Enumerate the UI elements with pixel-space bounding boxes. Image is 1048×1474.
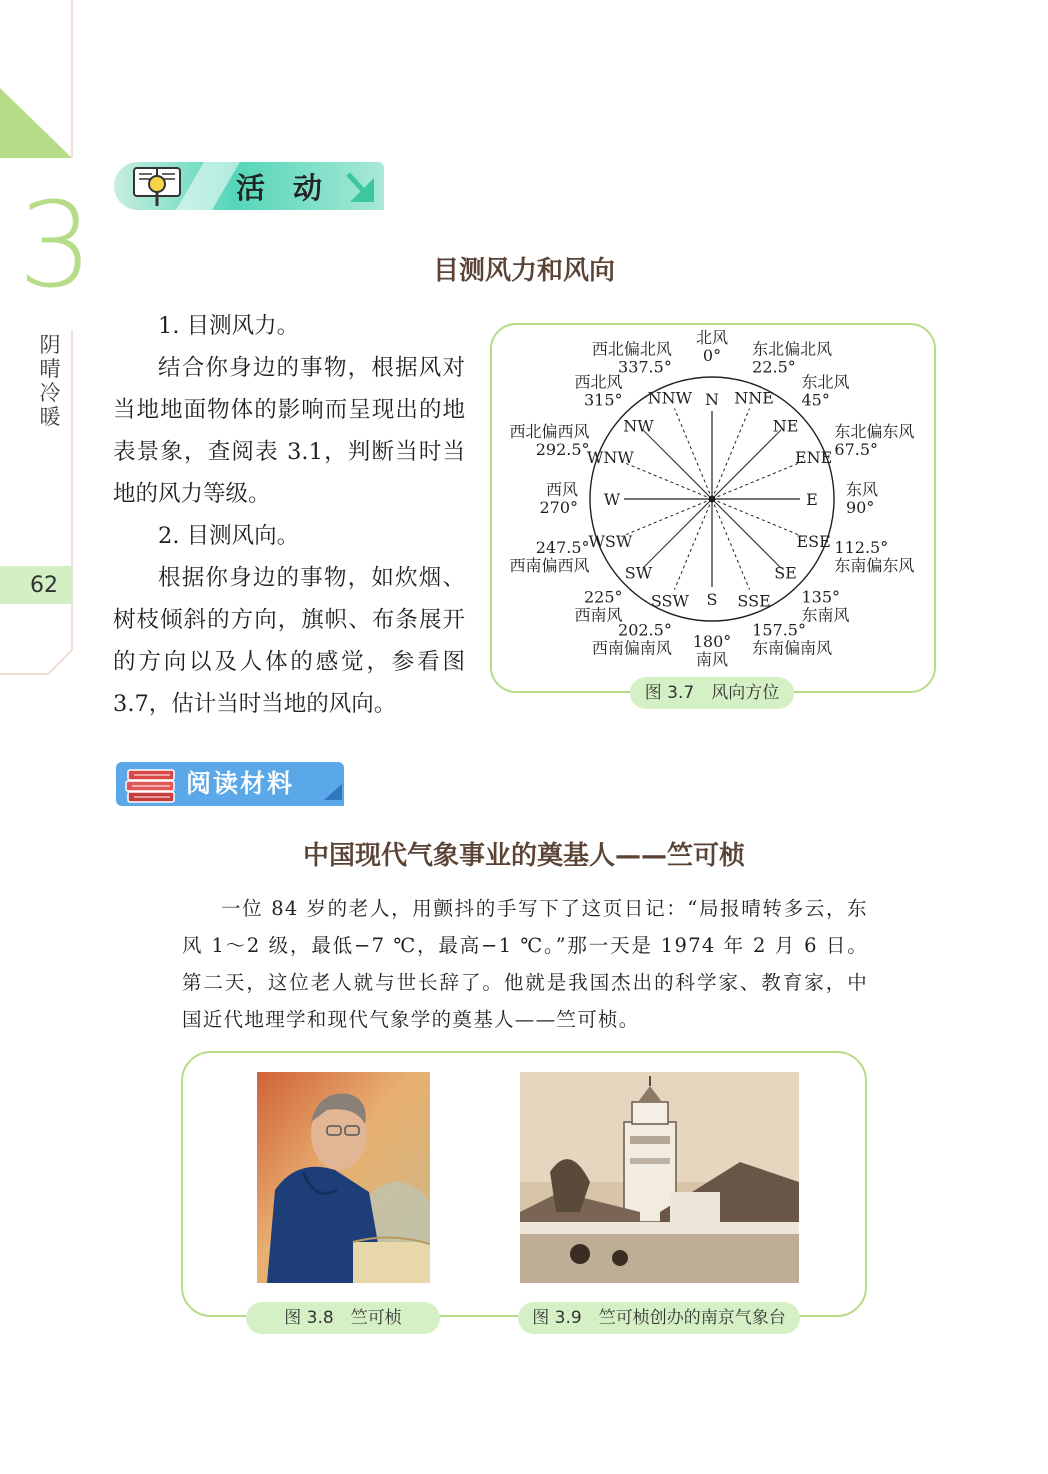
- direction-code-wnw: WNW: [586, 447, 634, 467]
- activity-paragraph: 1. 目测风力。: [158, 313, 300, 339]
- direction-code-sse: SSE: [737, 591, 771, 611]
- figure-caption: 图 3.9 竺可桢创办的南京气象台: [518, 1302, 800, 1334]
- direction-name-nw: 西北风: [574, 372, 623, 392]
- direction-name-ene: 东北偏东风: [834, 421, 915, 441]
- direction-ray-sw: [643, 499, 712, 568]
- direction-degree-w: 270°: [539, 498, 578, 517]
- direction-degree-ene: 67.5°: [834, 439, 879, 459]
- direction-code-ese: ESE: [796, 532, 831, 552]
- direction-ray-nne: [712, 408, 750, 499]
- direction-name-n: 北风: [695, 328, 729, 347]
- direction-ray-wsw: [621, 499, 712, 537]
- direction-code-nnw: NNW: [647, 388, 693, 408]
- direction-name-se: 东南风: [801, 605, 850, 625]
- direction-code-ene: ENE: [794, 447, 833, 467]
- direction-code-se: SE: [774, 563, 797, 583]
- reading-text: [182, 890, 868, 1038]
- direction-degree-wnw: 292.5°: [535, 439, 590, 459]
- direction-degree-ne: 45°: [801, 390, 830, 410]
- activity-paragraph: 根据你身边的事物，如炊烟、树枝倾斜的方向，旗帜、布条展开的方向以及人体的感觉，参看图 3.7，估计当时当地的风向。: [113, 565, 465, 717]
- observatory-photo: [520, 1072, 799, 1283]
- direction-code-ssw: SSW: [650, 591, 689, 611]
- direction-code-nne: NNE: [734, 388, 774, 408]
- direction-degree-nw: 315°: [583, 390, 623, 410]
- direction-name-nne: 东北偏北风: [752, 339, 833, 359]
- direction-ray-sse: [712, 499, 750, 590]
- direction-name-wsw: 西南偏西风: [509, 556, 590, 576]
- direction-degree-e: 90°: [846, 498, 875, 517]
- direction-name-ssw: 西南偏南风: [591, 638, 672, 658]
- figure-caption: 图 3.8 竺可桢: [246, 1302, 440, 1334]
- direction-ray-ssw: [674, 499, 712, 590]
- direction-code-wsw: WSW: [588, 532, 633, 552]
- page-number: 62: [30, 573, 58, 598]
- direction-ray-nnw: [674, 408, 712, 499]
- direction-code-nw: NW: [623, 416, 654, 436]
- activity-title-text: 目测风力和风向: [432, 256, 615, 286]
- chapter-number: 3: [18, 176, 94, 314]
- direction-degree-wsw: 247.5°: [535, 538, 590, 558]
- direction-degree-ese: 112.5°: [834, 538, 889, 558]
- chapter-title-char: 晴: [39, 357, 61, 381]
- direction-name-sse: 东南偏南风: [752, 638, 833, 658]
- direction-name-wnw: 西北偏西风: [509, 421, 590, 441]
- direction-name-sw: 西南风: [574, 605, 623, 625]
- direction-degree-sse: 157.5°: [752, 620, 806, 640]
- compass-center: [709, 496, 716, 503]
- chapter-title: [38, 333, 62, 429]
- direction-name-nnw: 西北偏北风: [591, 339, 672, 359]
- activity-paragraph: 2. 目测风向。: [158, 523, 300, 549]
- direction-degree-n: 0°: [702, 346, 722, 365]
- direction-degree-se: 135°: [801, 587, 841, 607]
- direction-name-w: 西风: [545, 480, 578, 499]
- direction-degree-sw: 225°: [583, 587, 623, 607]
- direction-degree-s: 180°: [692, 632, 732, 651]
- direction-ray-ne: [712, 430, 781, 499]
- direction-code-s: S: [706, 590, 718, 609]
- direction-degree-ssw: 202.5°: [618, 620, 672, 640]
- books-icon: [126, 770, 174, 802]
- activity-text: [113, 305, 465, 725]
- direction-code-w: W: [603, 490, 621, 509]
- direction-name-ese: 东南偏东风: [834, 556, 915, 576]
- direction-code-e: E: [806, 490, 818, 509]
- direction-ray-se: [712, 499, 781, 568]
- direction-ray-ese: [712, 499, 803, 537]
- activity-paragraph: 结合你身边的事物，根据风对当地地面物体的影响而呈现出的地表景象，查阅表 3.1，判断当时当地的风力等级。: [113, 355, 465, 507]
- chapter-title-char: 冷: [39, 381, 61, 405]
- direction-name-e: 东风: [846, 480, 879, 499]
- direction-name-ne: 东北风: [801, 372, 850, 392]
- reading-paragraph: 一位 84 岁的老人，用颤抖的手写下了这页日记：“局报晴转多云，东风 1～2 级，最低−7 ℃，最高−1 ℃。”那一天是 1974 年 2 月 6 日。第二天，这位老人就与世长辞了。他就是我国杰出的科学家、教育家，中国近代地理学和现代气象学的奠基人——竺可桢。: [182, 897, 868, 1031]
- portrait-photo: [257, 1072, 430, 1283]
- wind-direction-diagram: [490, 323, 936, 693]
- direction-ray-wnw: [621, 461, 712, 499]
- figure-caption: 图 3.7 风向方位: [630, 677, 794, 709]
- reading-title: 中国现代气象事业的奠基人——竺可桢: [302, 841, 745, 871]
- direction-code-sw: SW: [624, 563, 653, 583]
- direction-ray-nw: [643, 430, 712, 499]
- chapter-title-char: 暖: [39, 405, 61, 429]
- direction-code-n: N: [705, 390, 719, 409]
- direction-degree-nne: 22.5°: [752, 357, 796, 377]
- direction-code-ne: NE: [772, 416, 799, 436]
- direction-name-s: 南风: [695, 650, 729, 669]
- reading-label: 阅读材料: [186, 769, 295, 798]
- chapter-title-char: 阴: [39, 333, 61, 357]
- activity-title: [0, 250, 1048, 287]
- direction-degree-nnw: 337.5°: [618, 357, 672, 377]
- activity-label: 活动: [236, 171, 351, 205]
- direction-ray-ene: [712, 461, 803, 499]
